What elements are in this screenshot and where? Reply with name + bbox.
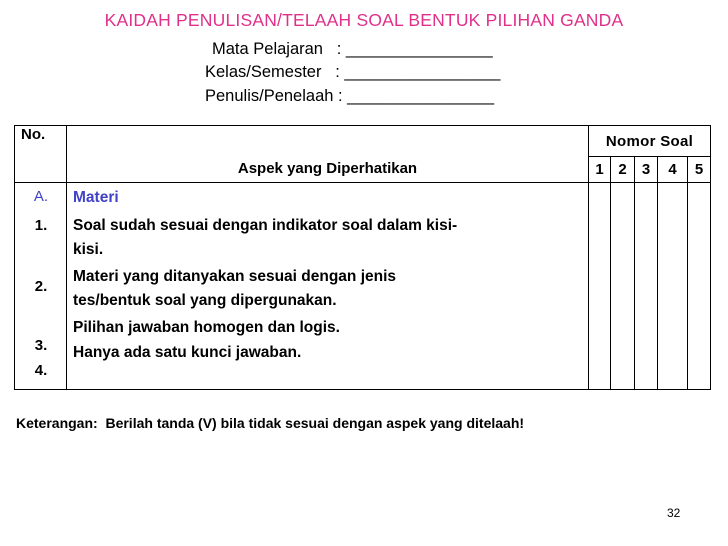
header-nomor-soal: Nomor Soal: [589, 126, 711, 157]
no-column: [15, 183, 67, 390]
header-no: No.: [15, 126, 67, 183]
nomor-soal-1: 1: [589, 157, 611, 183]
row-number: 3.: [34, 337, 48, 354]
nomor-soal-3: 3: [635, 157, 658, 183]
row-number: 4.: [34, 362, 48, 379]
check-cell-4[interactable]: [658, 183, 688, 390]
section-title: Materi: [73, 189, 119, 206]
criterion-2-line-2: tes/bentuk soal yang dipergunakan.: [73, 292, 337, 309]
row-number: 2.: [34, 278, 48, 295]
check-cell-1[interactable]: [589, 183, 611, 390]
page-number: 32: [667, 506, 681, 520]
criterion-2-line-1: Materi yang ditanyakan sesuai dengan jenis: [73, 268, 397, 285]
page-title: KAIDAH PENULISAN/TELAAH SOAL BENTUK PILIHAN GANDA: [104, 10, 624, 30]
criterion-1-line-1: Soal sudah sesuai dengan indikator soal dalam kisi-: [73, 217, 458, 234]
row-number: 1.: [34, 217, 48, 234]
telaah-table: [14, 125, 711, 390]
aspek-column: [67, 183, 589, 390]
section-label: A.: [33, 188, 49, 205]
keterangan-note: Keterangan: Berilah tanda (V) bila tidak sesuai dengan aspek yang ditelaah!: [16, 415, 525, 431]
check-cell-5[interactable]: [688, 183, 711, 390]
kelas-semester-field: Kelas/Semester : _________________: [205, 63, 501, 81]
criterion-3: Pilihan jawaban homogen dan logis.: [73, 319, 340, 336]
penulis-penelaah-field: Penulis/Penelaah : ________________: [205, 87, 495, 105]
mata-pelajaran-field: Mata Pelajaran : ________________: [212, 40, 493, 58]
criterion-4: Hanya ada satu kunci jawaban.: [73, 344, 302, 361]
criterion-1-line-2: kisi.: [73, 241, 104, 258]
nomor-soal-5: 5: [688, 157, 711, 183]
check-cell-3[interactable]: [635, 183, 658, 390]
nomor-soal-2: 2: [611, 157, 635, 183]
nomor-soal-4: 4: [658, 157, 688, 183]
header-aspek: Aspek yang Diperhatikan: [67, 126, 589, 183]
check-cell-2[interactable]: [611, 183, 635, 390]
